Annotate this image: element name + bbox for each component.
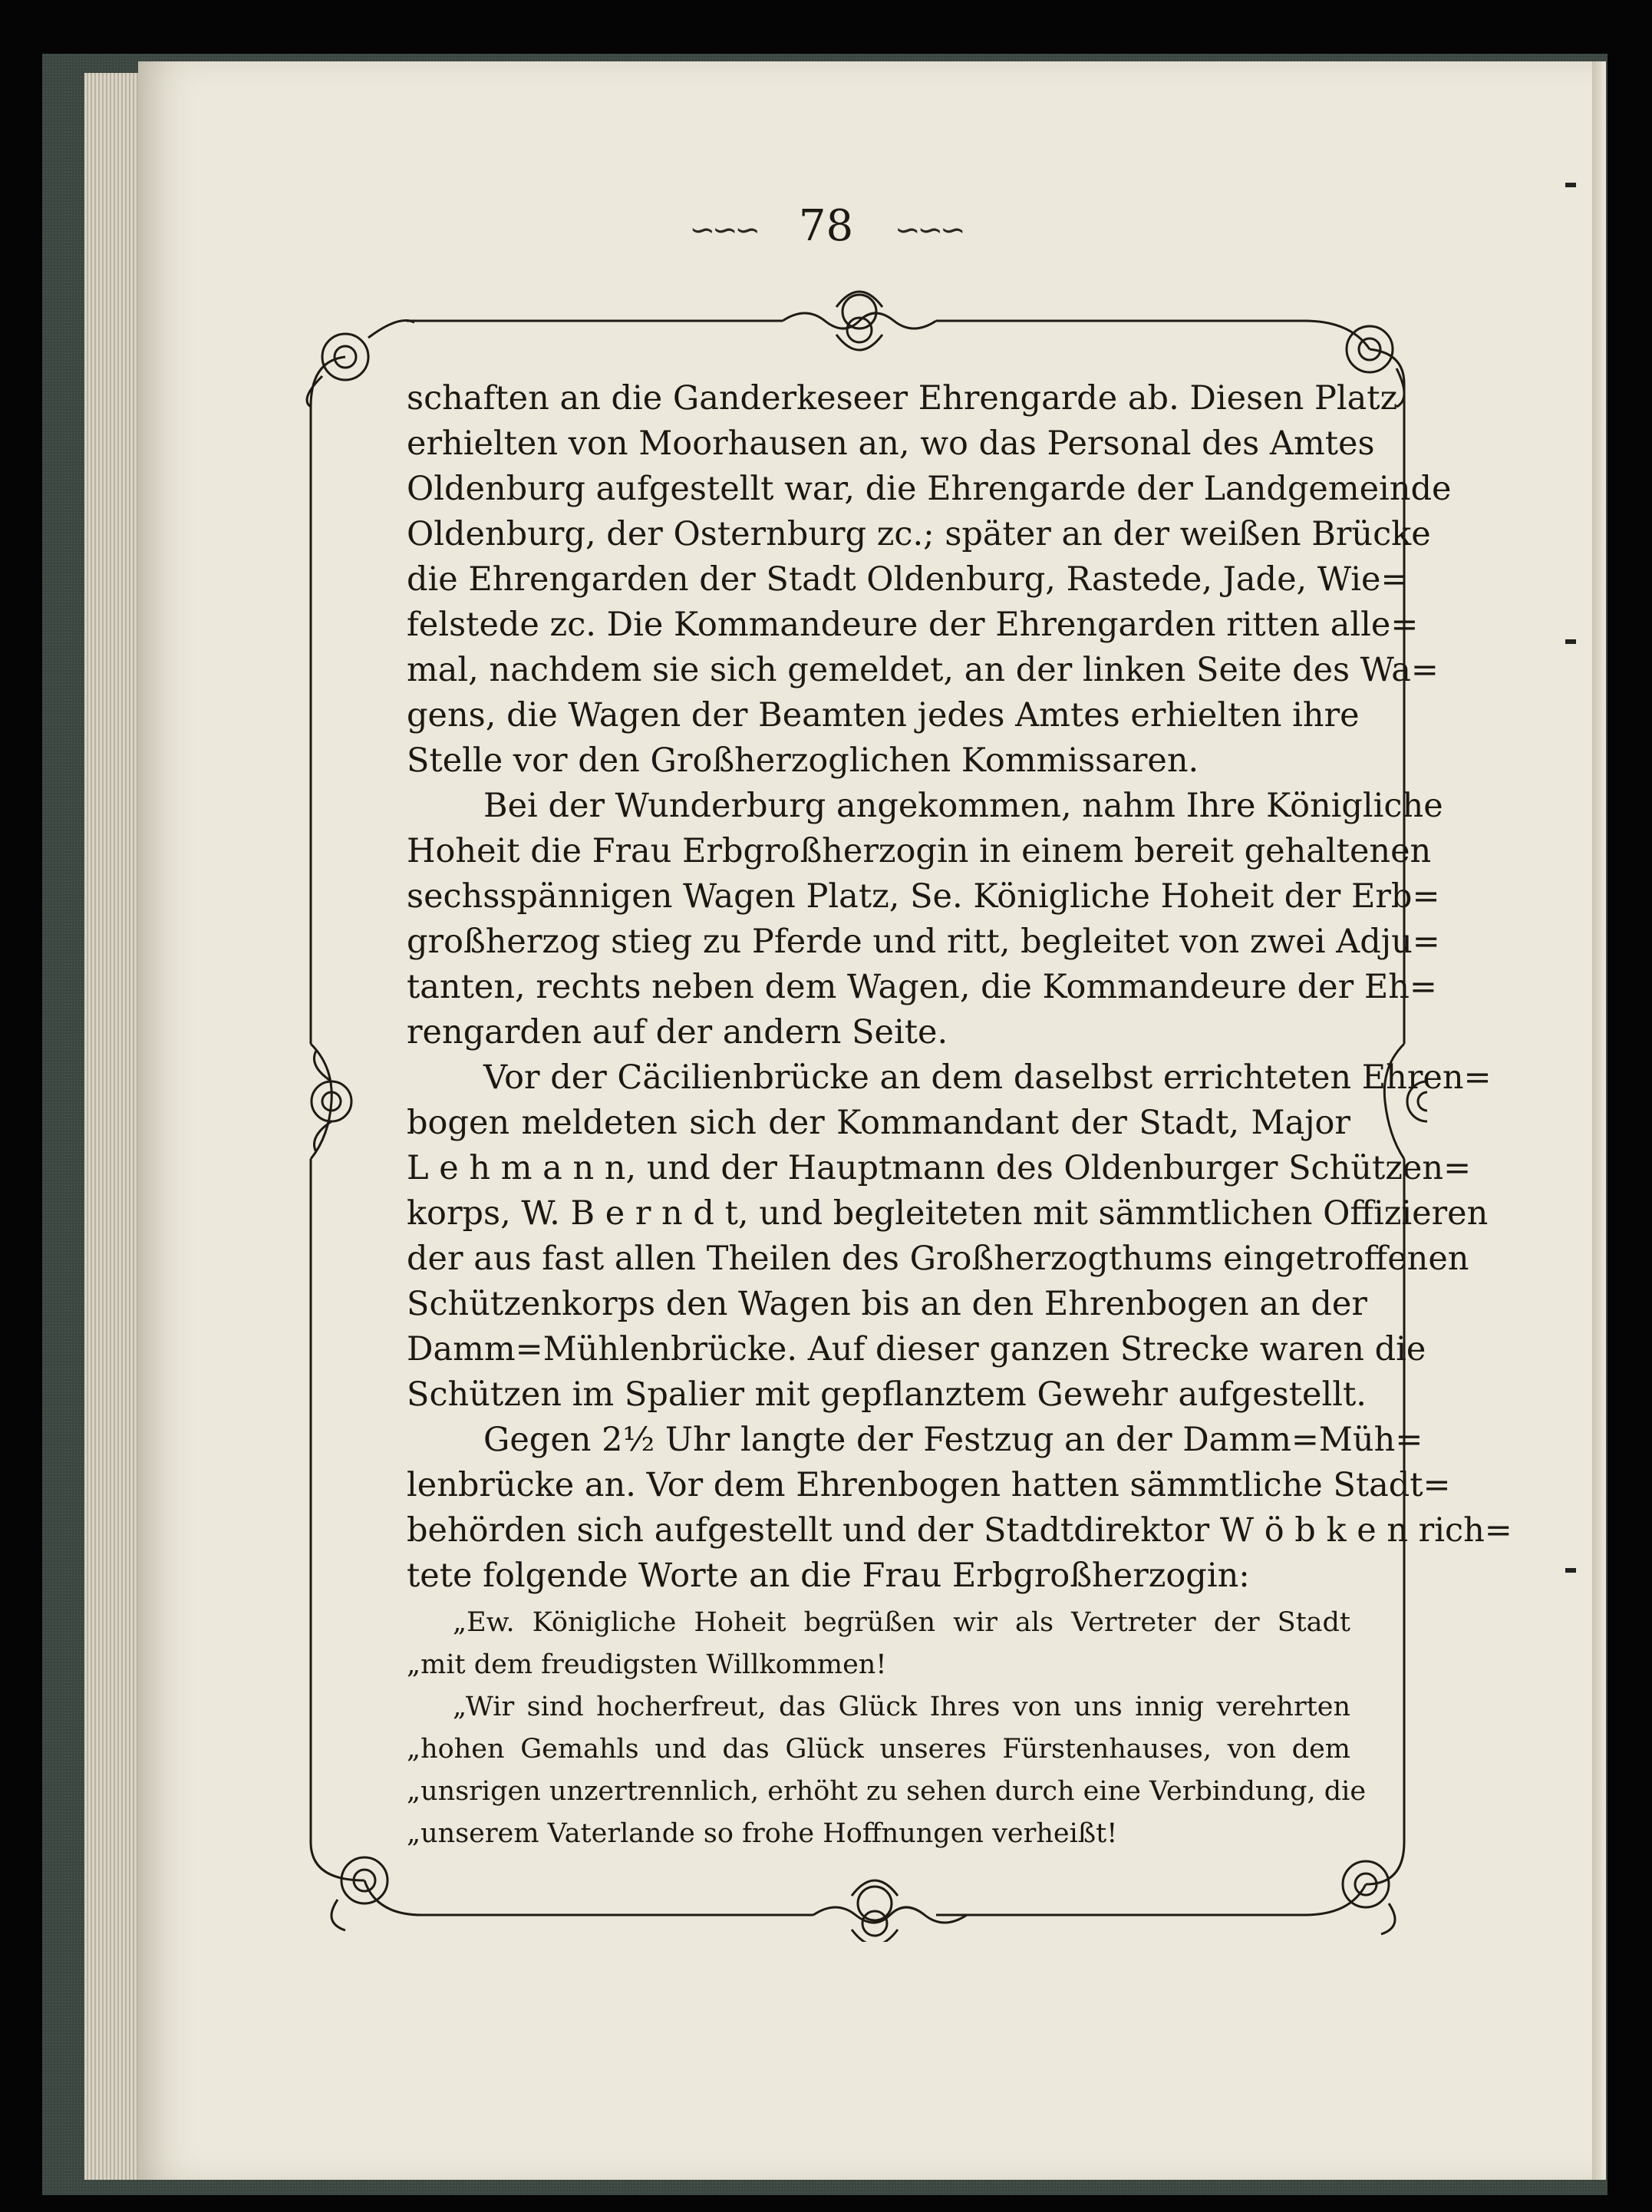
page-number: 78	[798, 201, 854, 251]
quote-line: „Wir sind hocherfreut, das Glück Ihres von uns innig verehrten	[453, 1692, 1350, 1722]
page-gutter	[1592, 61, 1606, 2180]
left-side-ornament	[311, 1044, 351, 1159]
text-line: großherzog stieg zu Pferde und ritt, begleitet von zwei Adju=	[407, 923, 1440, 961]
text-line: korps, W. B e r n d t, und begleiteten mit sämmtlichen Offizieren	[407, 1194, 1489, 1233]
ornament-left: ∽∽∽	[689, 213, 758, 248]
text-line: behörden sich aufgestellt und der Stadtdirektor W ö b k e n rich=	[407, 1511, 1512, 1550]
quote-line: „unserem Vaterlande so frohe Hoffnungen verheißt!	[407, 1818, 1118, 1849]
quote-line: „hohen Gemahls und das Glück unseres Fürstenhauses, von dem	[407, 1734, 1350, 1765]
text-line: Schützenkorps den Wagen bis an den Ehrenbogen an der	[407, 1285, 1367, 1323]
bottom-ornament	[813, 1880, 967, 1942]
text-line: Damm=Mühlenbrücke. Auf dieser ganzen Strecke waren die	[407, 1330, 1426, 1368]
text-line: Oldenburg aufgestellt war, die Ehrengarde der Landgemeinde	[407, 470, 1452, 508]
page-header	[0, 201, 1652, 251]
text-line: Hoheit die Frau Erbgroßherzogin in einem bereit gehaltenen	[407, 832, 1432, 870]
text-line: Vor der Cäcilienbrücke an dem daselbst errichteten Ehren=	[483, 1058, 1492, 1097]
text-line: sechsspännigen Wagen Platz, Se. Königliche Hoheit der Erb=	[407, 877, 1440, 916]
quote-line: „unsrigen unzertrennlich, erhöht zu sehen durch eine Verbindung, die	[407, 1776, 1367, 1807]
quote-line: „Ew. Königliche Hoheit begrüßen wir als Vertreter der Stadt	[453, 1607, 1350, 1638]
page-mark	[1565, 1568, 1576, 1573]
text-line: der aus fast allen Theilen des Großherzogthums eingetroffenen	[407, 1240, 1469, 1278]
text-line: erhielten von Moorhausen an, wo das Personal des Amtes	[407, 424, 1375, 463]
ornament-right: ∽∽∽	[894, 213, 963, 248]
text-line: L e h m a n n, und der Hauptmann des Oldenburger Schützen=	[407, 1149, 1472, 1187]
text-line: rengarden auf der andern Seite.	[407, 1013, 948, 1052]
text-line: Stelle vor den Großherzoglichen Kommissaren.	[407, 741, 1199, 780]
corner-bottom-left	[311, 1842, 422, 1930]
quote-line: „mit dem freudigsten Willkommen!	[407, 1649, 887, 1680]
text-line: gens, die Wagen der Beamten jedes Amtes erhielten ihre	[407, 696, 1360, 735]
text-line: Gegen 2½ Uhr langte der Festzug an der Damm=Müh=	[483, 1421, 1423, 1459]
paragraph	[407, 1055, 1492, 1418]
text-line: tete folgende Worte an die Frau Erbgroßherzogin:	[407, 1557, 1250, 1595]
page-mark	[1565, 183, 1576, 187]
page-edges	[84, 73, 146, 2180]
text-line: tanten, rechts neben dem Wagen, die Kommandeure der Eh=	[407, 968, 1437, 1006]
text-line: felstede zc. Die Kommandeure der Ehrengarden ritten alle=	[407, 606, 1419, 644]
text-line: bogen meldeten sich der Kommandant der Stadt, Major	[407, 1104, 1350, 1142]
paragraph	[407, 1418, 1512, 1599]
text-line: Bei der Wunderburg angekommen, nahm Ihre Königliche	[483, 787, 1443, 825]
text-line: Schützen im Spalier mit gepflanztem Gewehr aufgestellt.	[407, 1375, 1367, 1414]
paragraph	[407, 784, 1443, 1055]
text-line: die Ehrengarden der Stadt Oldenburg, Rastede, Jade, Wie=	[407, 560, 1409, 599]
top-ornament	[783, 292, 936, 350]
page-mark	[1565, 639, 1576, 644]
text-line: mal, nachdem sie sich gemeldet, an der linken Seite des Wa=	[407, 651, 1439, 689]
quote-block	[407, 1602, 1367, 1855]
page-text	[407, 376, 1512, 1855]
text-line: schaften an die Ganderkeseer Ehrengarde ab. Diesen Platz	[407, 379, 1398, 418]
text-line: Oldenburg, der Osternburg zc.; später an der weißen Brücke	[407, 515, 1431, 553]
corner-bottom-right	[1304, 1842, 1404, 1934]
corner-top-left	[307, 321, 414, 408]
text-line: lenbrücke an. Vor dem Ehrenbogen hatten sämmtliche Stadt=	[407, 1466, 1451, 1504]
paragraph	[407, 376, 1452, 784]
